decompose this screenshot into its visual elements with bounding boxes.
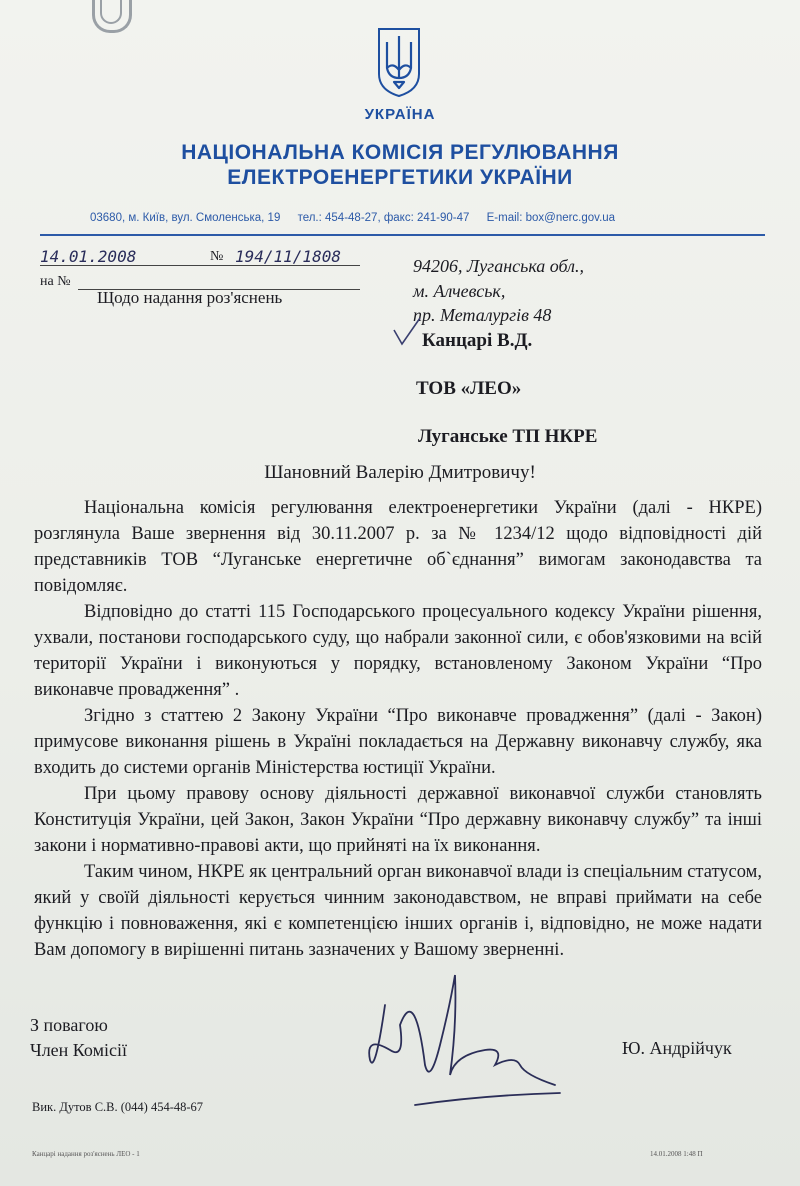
closing-block <box>30 1013 127 1063</box>
body-paragraph-2: Відповідно до статті 115 Господарського процесуального кодексу України рішення, ухвали, постанови господарського суду, що набрали законної сили, є обов'язковими на всій території України і виконуються у порядку, встановленому Законом України “Про виконавче провадження” . <box>34 602 762 700</box>
recipient-address-line3: пр. Металургів 48 <box>413 305 552 325</box>
footer-file-reference: Канцарі надання роз'яснень ЛЕО - 1 <box>32 1150 140 1158</box>
header-divider <box>40 234 765 236</box>
footer-timestamp: 14.01.2008 1:48 П <box>650 1150 703 1158</box>
check-mark-icon <box>392 316 422 346</box>
outgoing-number: 194/11/1808 <box>235 247 341 266</box>
country-name: УКРАЇНА <box>364 106 436 123</box>
body-paragraph-1: Національна комісія регулювання електроенергетики України (далі - НКРЕ) розглянула Ваше звернення від 30.11.2007 р. за № 1234/12 щодо відповідності дій представників ТОВ “Луганське енергетичне об`єднання” вимогам законодавства та повідомляє. <box>34 498 762 596</box>
outgoing-reference <box>40 247 360 267</box>
handwritten-signature <box>345 965 565 1115</box>
number-label: № <box>210 249 224 264</box>
recipient-address-line1: 94206, Луганська обл., <box>413 256 584 276</box>
signer-position: Член Комісії <box>30 1040 127 1060</box>
recipient-office: Луганське ТП НКРЕ <box>418 426 598 447</box>
closing-regards: З повагою <box>30 1015 108 1035</box>
recipient-person: Канцарі В.Д. <box>422 330 533 351</box>
executor-info: Вик. Дутов С.В. (044) 454-48-67 <box>32 1100 204 1114</box>
body-paragraph-5: Таким чином, НКРЕ як центральний орган виконавчої влади із спеціальним статусом, який у своїй діяльності керується чинним законодавством, не вправі приймати на себе функцію і повноваження, які є компетенцією інших органів і, відповідно, не може надати Вам допомогу в вирішенні питань зазначених у Вашому зверненні. <box>34 862 762 960</box>
letter-subject: Щодо надання роз'яснень <box>97 288 283 307</box>
body-paragraph-4: При цьому правову основу діяльності державної виконавчої служби становлять Конституція України, цей Закон, Закон України “Про державну виконавчу службу” та інші закони і нормативно-правові акти, що прийняті на їх виконання. <box>34 784 762 856</box>
email-address: E-mail: box@nerc.gov.ua <box>486 212 616 224</box>
signer-name: Ю. Андрійчук <box>622 1038 732 1058</box>
phone-fax: тел.: 454-48-27, факс: 241-90-47 <box>297 212 470 224</box>
office-address: 03680, м. Київ, вул. Смоленська, 19 <box>90 212 281 224</box>
organization-name-line2: ЕЛЕКТРОЕНЕРГЕТИКИ УКРАЇНИ <box>227 166 573 189</box>
trident-emblem-icon <box>376 26 422 98</box>
body-paragraph-3: Згідно з статтею 2 Закону України “Про виконавче провадження” (далі - Закон) примусове виконання рішень в Україні покладається на Державну виконавчу службу, яка входить до системи органів Міністерства юстиції України. <box>34 706 762 778</box>
paper-clip-inner <box>100 0 122 24</box>
contact-line <box>90 212 730 224</box>
recipient-address-line2: м. Алчевськ, <box>413 281 506 301</box>
reply-to-label: на № <box>40 274 71 289</box>
salutation: Шановний Валерію Дмитровичу! <box>264 462 536 483</box>
letter-body <box>34 495 762 963</box>
date-number-underline <box>40 265 360 266</box>
organization-name-line1: НАЦІОНАЛЬНА КОМІСІЯ РЕГУЛЮВАННЯ <box>181 141 619 164</box>
recipient-company: ТОВ «ЛЕО» <box>416 378 522 399</box>
outgoing-date: 14.01.2008 <box>40 247 137 266</box>
